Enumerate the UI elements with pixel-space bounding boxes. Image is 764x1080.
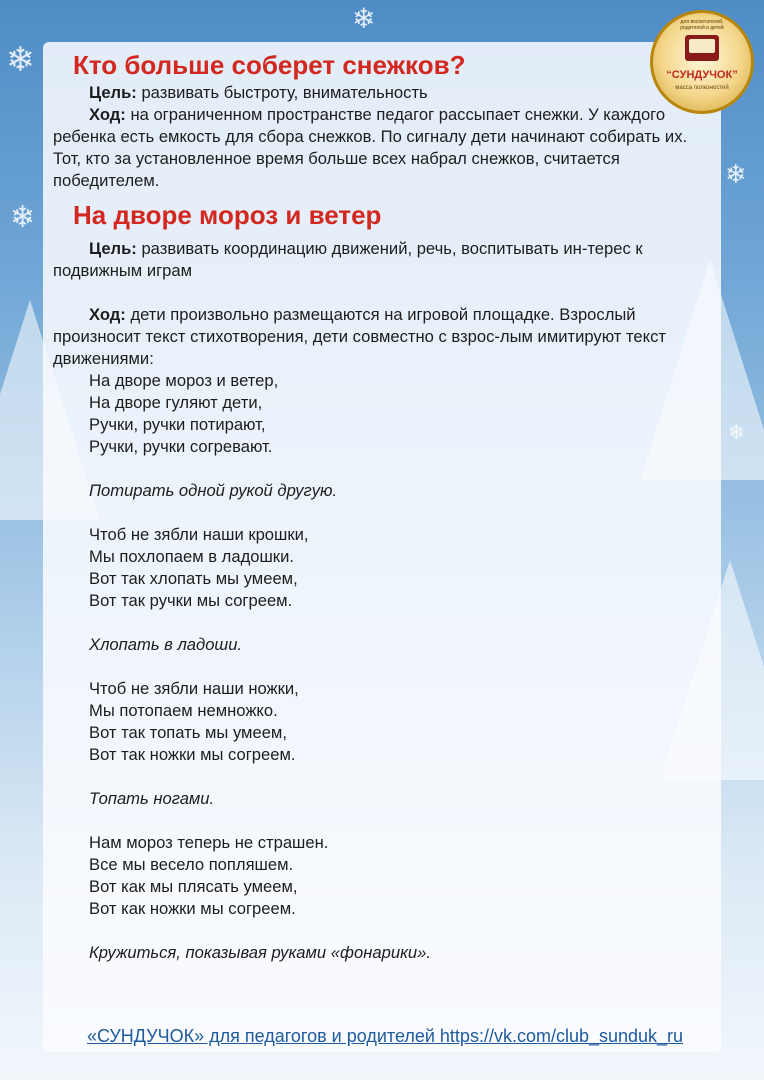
verse-line: На дворе гуляют дети,: [89, 393, 263, 412]
verse-line: Мы потопаем немножко.: [89, 701, 278, 720]
verse-line: Чтоб не зябли наши крошки,: [89, 525, 309, 544]
verse-line: Все мы весело попляшем.: [89, 855, 294, 874]
verse-line: Нам мороз теперь не страшен.: [89, 833, 329, 852]
stanza-3: [53, 678, 693, 766]
stanza-2: [53, 524, 693, 612]
snowflake-icon: ❄: [10, 200, 36, 235]
logo-subtitle: масса полезностей: [675, 85, 729, 91]
logo-title: “СУНДУЧОК”: [666, 69, 738, 81]
verse-line: Вот так ножки мы согреем.: [89, 745, 296, 764]
verse-line: Мы похлопаем в ладошки.: [89, 547, 294, 566]
footer-link[interactable]: «СУНДУЧОК» для педагогов и родителей https://vk.com/club_sunduk_ru: [86, 1026, 684, 1046]
action-instruction: Хлопать в ладоши.: [89, 635, 243, 654]
snowflake-icon: ❄: [352, 2, 376, 35]
snowflake-icon: ❄: [725, 160, 747, 190]
game1-goal: Цель: развивать быстроту, внимательность: [89, 83, 428, 102]
action-instruction: Кружиться, показывая руками «фонарики».: [89, 943, 431, 962]
game2-move: Ход: дети произвольно размещаются на игровой площадке. Взрослый произносит текст стихотворения, дети совместно с взрос-лым имитируют текст движениями:: [53, 305, 666, 368]
game2-goal: Цель: развивать координацию движений, речь, воспитывать ин-терес к подвижным играм: [53, 239, 643, 280]
game2-title: На дворе мороз и ветер: [73, 200, 382, 230]
verse-line: Вот так хлопать мы умеем,: [89, 569, 298, 588]
snowflake-icon: ❄: [728, 420, 745, 444]
document-body: [53, 48, 693, 964]
logo-ring-text: для воспитателей, родителей и детей: [680, 19, 724, 31]
snowflake-icon: ❄: [6, 40, 35, 80]
verse-line: Вот как ножки мы согреем.: [89, 899, 296, 918]
verse-line: Чтоб не зябли наши ножки,: [89, 679, 299, 698]
verse-line: Вот так ручки мы согреем.: [89, 591, 293, 610]
verse-line: Вот так топать мы умеем,: [89, 723, 287, 742]
game1-move: Ход: на ограниченном пространстве педагог рассыпает снежки. У каждого ребенка есть емкость для сбора снежков. По сигналу дети начинают собирать их. Тот, кто за установленное время больше всех набрал снежков, считается победителем.: [53, 105, 688, 190]
verse-line: Ручки, ручки согревают.: [89, 437, 273, 456]
game1-title: Кто больше соберет снежков?: [73, 50, 466, 80]
stanza-4: [53, 832, 693, 920]
verse-line: На дворе мороз и ветер,: [89, 371, 279, 390]
action-instruction: Потирать одной рукой другую.: [89, 481, 338, 500]
stanza-1: [53, 370, 693, 458]
action-instruction: Топать ногами.: [89, 789, 215, 808]
verse-line: Вот как мы плясать умеем,: [89, 877, 298, 896]
verse-line: Ручки, ручки потирают,: [89, 415, 266, 434]
